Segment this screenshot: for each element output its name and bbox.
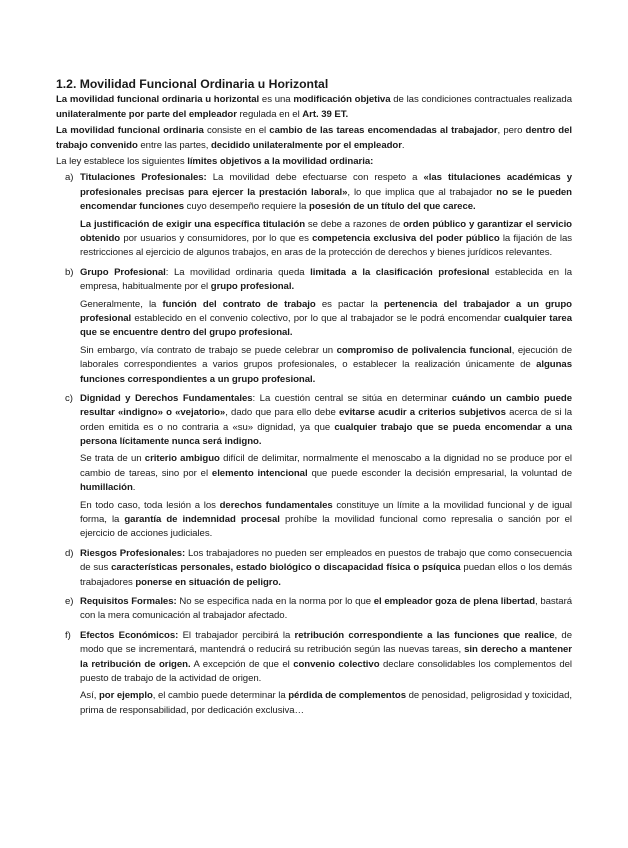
bold-text: Efectos Económicos:: [80, 629, 179, 641]
bold-text: sin derecho a mantener la retribución de origen.: [80, 644, 572, 670]
bold-text: el empleador goza de plena libertad: [373, 595, 536, 607]
bold-text: posesión de un título del que carece.: [309, 201, 476, 213]
text-run: establecido en el convenio colectivo, por lo que al trabajador se le podrá encomendar: [131, 312, 504, 324]
bold-text: limitada a la clasificación profesional: [310, 266, 490, 278]
text-run: de las condiciones contractuales realizada: [390, 94, 572, 106]
text-run: por usuarios y consumidores, por lo que es: [120, 232, 313, 244]
limit-item-body: [80, 595, 572, 627]
bold-text: Titulaciones Profesionales:: [80, 172, 207, 184]
bold-text: competencia exclusiva del poder público: [312, 232, 500, 244]
text-run: de penosidad, peligrosidad y toxicidad, prima de responsabilidad, por dedicación exclusiva…: [80, 690, 572, 716]
text-run: Se trata de un: [80, 453, 145, 465]
bold-text: no se le pueden encomendar funciones: [80, 186, 572, 213]
text-run: : La cuestión central se sitúa en determinar: [252, 392, 452, 404]
text-run: , de modo que se incrementará, mantendrá o reducirá su retribución según las nuevas tareas,: [80, 629, 572, 656]
item-paragraph: [80, 452, 572, 495]
limit-item: [56, 629, 572, 721]
bold-text: «las titulaciones académicas y profesionales precisas para ejercer la prestación laboral»: [80, 172, 573, 198]
item-paragraph: [80, 392, 572, 450]
bold-text: compromiso de polivalencia funcional: [336, 344, 512, 356]
text-run: , el cambio puede determinar la: [152, 690, 289, 702]
text-run: En todo caso, toda lesión a los: [80, 499, 220, 511]
intro-paragraph: [56, 124, 572, 153]
text-run: , dado que para ello debe: [225, 407, 339, 419]
intro-paragraph: [56, 93, 572, 122]
bold-text: convenio colectivo: [293, 658, 380, 670]
bold-text: decidido unilateralmente por el empleador: [210, 139, 402, 151]
limit-item-body: [80, 629, 572, 721]
intro-paragraph: [56, 155, 572, 169]
text-run: regulada en el: [236, 108, 303, 120]
bold-text: cuándo un cambio puede resultar «indigno» o «vejatorio»: [80, 392, 572, 419]
text-run: consiste en el: [203, 125, 270, 137]
list-marker: b): [65, 266, 74, 278]
bold-text: grupo profesional.: [210, 281, 295, 293]
bold-text: elemento intencional: [211, 467, 308, 479]
bold-text: características personales, estado biológico o discapacidad física o psíquica: [111, 562, 461, 574]
limit-item-body: [80, 547, 572, 593]
bold-text: dentro del trabajo convenido: [56, 125, 572, 151]
text-run: se debe a razones de: [305, 218, 404, 230]
text-run: La ley establece los siguientes: [56, 156, 188, 168]
item-paragraph: [80, 629, 572, 687]
text-run: cuyo desempeño requiere la: [184, 201, 310, 213]
limit-item: [56, 171, 572, 263]
text-run: entre las partes,: [137, 139, 211, 151]
item-paragraph: [80, 344, 572, 387]
bold-text: garantía de indemnidad procesal: [124, 514, 280, 526]
text-run: es pactar la: [315, 298, 385, 310]
bold-text: ponerse en situación de peligro.: [135, 576, 281, 588]
text-run: acerca de si la orden emitida es o no contraria a «su» dignidad, ya que: [80, 407, 572, 433]
bold-text: por ejemplo: [98, 690, 153, 702]
bold-text: pérdida de complementos: [288, 690, 406, 702]
bold-text: pertenencia del trabajador a un grupo profesional: [80, 298, 572, 324]
text-run: , pero: [497, 125, 526, 137]
list-marker: d): [65, 547, 74, 559]
text-run: establecida en la empresa, habitualmente por el: [80, 266, 572, 293]
bold-text: Grupo Profesional: [80, 266, 166, 278]
bold-text: retribución correspondiente a las funciones que realice: [294, 629, 555, 641]
text-run: A excepción de que el: [190, 658, 294, 670]
item-paragraph: [80, 689, 572, 718]
list-marker: c): [65, 392, 73, 404]
text-run: es una: [259, 94, 294, 106]
bold-text: algunas funciones correspondientes a un grupo profesional.: [80, 359, 572, 385]
text-run: .: [401, 139, 405, 151]
text-run: , bastará con la mera comunicación al trabajador afectado.: [80, 595, 573, 622]
bold-text: La justificación de exigir una específica titulación: [80, 218, 305, 230]
text-run: Sin embargo, vía contrato de trabajo se puede celebrar un: [80, 344, 337, 356]
bold-text: humillación: [80, 482, 133, 494]
limit-item-body: [80, 392, 572, 545]
limit-item: [56, 266, 572, 390]
text-run: Generalmente, la: [80, 298, 163, 310]
text-run: : La movilidad ordinaria queda: [165, 266, 311, 278]
text-run: que puede esconder la decisión empresarial, la voluntad de: [307, 467, 572, 479]
bold-text: evitarse acudir a criterios subjetivos: [339, 407, 506, 419]
bold-text: unilateralmente por parte del empleador: [56, 108, 237, 120]
limit-item: [56, 392, 572, 545]
limit-item: [56, 547, 572, 593]
list-marker: f): [65, 629, 71, 641]
item-paragraph: [80, 547, 572, 590]
list-marker: a): [65, 172, 74, 184]
bold-text: modificación objetiva: [293, 94, 391, 106]
bold-text: Requisitos Formales:: [80, 595, 177, 607]
limit-item: [56, 595, 572, 627]
text-run: declare consolidables los complementos del puesto de trabajo de la actividad de origen.: [80, 658, 573, 684]
text-run: , lo que implica que al trabajador: [347, 186, 497, 198]
bold-text: La movilidad funcional ordinaria: [56, 125, 204, 137]
text-run: puedan ellos o los demás trabajadores: [80, 562, 572, 588]
bold-text: función del contrato de trabajo: [162, 298, 316, 310]
bold-text: criterio ambiguo: [144, 453, 220, 465]
text-run: , ejecución de laborales correspondientes a varios grupos profesionales, o establecer la realización únicamente de: [80, 344, 572, 371]
bold-text: orden público y garantizar el servicio obtenido: [80, 218, 572, 244]
text-run: .: [132, 482, 136, 494]
bold-text: La movilidad funcional ordinaria u horizontal: [56, 94, 260, 106]
limit-item-body: [80, 266, 572, 390]
item-paragraph: [80, 595, 572, 624]
bold-text: Art. 39 ET.: [302, 108, 349, 120]
text-run: El trabajador percibirá la: [178, 629, 295, 641]
bold-text: Dignidad y Derechos Fundamentales: [80, 392, 253, 404]
intro-block: [56, 93, 572, 169]
text-run: No se especifica nada en la norma por lo que: [176, 595, 374, 607]
bold-text: Riesgos Profesionales:: [80, 547, 186, 559]
item-paragraph: [80, 218, 572, 261]
item-paragraph: [80, 266, 572, 295]
item-paragraph: [80, 499, 572, 542]
item-paragraph: [80, 298, 572, 341]
text-run: constituye un límite a la movilidad funcional y de igual forma, la: [80, 499, 573, 526]
limit-item-body: [80, 171, 572, 263]
bold-text: derechos fundamentales: [219, 499, 333, 511]
limits-list: [56, 171, 572, 721]
text-run: Así,: [80, 690, 99, 702]
bold-text: cambio de las tareas encomendadas al trabajador: [269, 125, 498, 137]
bold-text: cualquier tarea que se encuentre dentro del grupo profesional.: [80, 312, 572, 339]
text-run: Los trabajadores no pueden ser empleados en puestos de trabajo que como consecuencia de sus: [80, 547, 573, 574]
text-run: difícil de delimitar, normalmente el menoscabo a la dignidad no se produce por el cambio de tareas, sino por el: [80, 453, 572, 479]
text-run: la fijación de las restricciones al ejercicio de algunos trabajos, en aras de la protección de derechos y bienes jurídicos relevantes.: [80, 232, 573, 259]
text-run: prohíbe la movilidad funcional como represalia o sanción por el ejercicio de acciones judiciales.: [80, 514, 572, 540]
text-run: La movilidad debe efectuarse con respeto a: [206, 172, 424, 184]
bold-text: cualquier trabajo que se pueda encomendar a una persona lícitamente nunca será indigno.: [80, 421, 572, 448]
bold-text: límites objetivos a la movilidad ordinaria:: [187, 156, 374, 168]
section-heading: 1.2. Movilidad Funcional Ordinaria u Horizontal: [56, 77, 329, 91]
item-paragraph: [80, 171, 572, 214]
list-marker: e): [65, 595, 74, 607]
